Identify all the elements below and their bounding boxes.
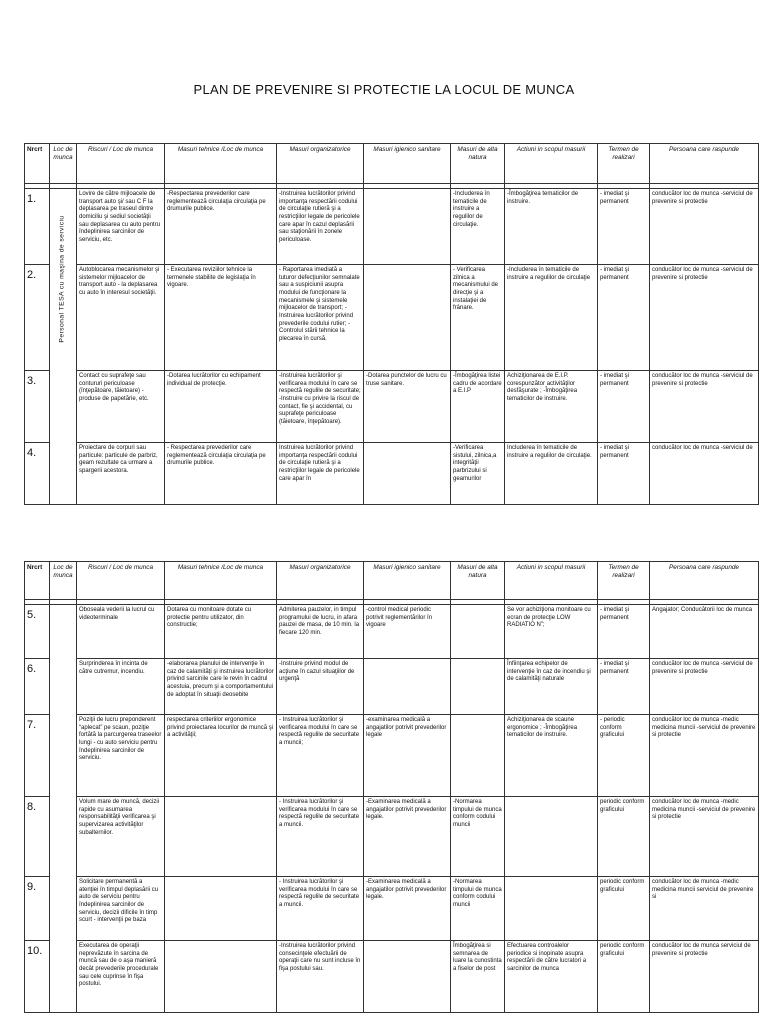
actiuni-cell: Achiziţionarea de scaune ergonomice ; -Îmbogăţirea tematicilor de instruire. [505,715,598,797]
header-tehnice: Masuri tehnice /Loc de munca [165,562,277,600]
termen-cell: periodic conform graficului [598,797,650,877]
header-loc: Loc de munca [50,144,77,184]
actiuni-cell: -Includerea în tematicile de instruire a regulilor de circulaţie [505,265,598,371]
risc-cell: Oboseala vederii la lucrul cu videoterminale [77,605,165,659]
persoana-cell: conducător loc de munca serviciul de prevenire si protectie [650,941,759,1013]
termen-cell: - imediat şi permanent [598,189,650,265]
table-row [25,659,759,715]
org-cell: -Instruirea lucrătorilor privind consecinţele efectuării de operaţii care nu sunt incluse în fişa postului sau. [277,941,364,1013]
risc-cell: Volum mare de muncă, decizii rapide cu asumarea responsabilităţii verificarea şi supervizarea activităţilor subalternilor. [77,797,165,877]
header-persoana: Persoana care raspunde [650,144,759,184]
org-cell: Admiterea pauzelor, in timpul programului de lucru, in afara pauzei de masa, de 10 min. la fiecare 120 min. [277,605,364,659]
risc-cell: Poziţii de lucru preponderent “aplecat” pe scaun, poziţie fortătă la parcurgerea traseelor lungi - cu auto serviciu pentru îndeplinirea sarcinilor de serviciu. [77,715,165,797]
org-cell: - Instruirea lucrătorilor şi verificarea modului în care se respectă regulile de securitate a muncii. [277,877,364,941]
alta-cell [451,659,505,715]
table-row [25,797,759,877]
actiuni-cell: Înfiinţarea echipelor de intervenţie în caz de incendiu şi de calamităţi naturale [505,659,598,715]
tehnice-cell: -Dotarea lucrătorilor cu echipament individual de protecţie. [165,371,277,443]
termen-cell: - imediat şi permanent [598,265,650,371]
header-organizatorice: Masuri organizatorice [277,144,364,184]
tehnice-cell [165,797,277,877]
igien-cell: -Examinarea medicală a angajatilor potrivit prevederilor legale. [364,797,451,877]
page-title: PLAN DE PREVENIRE SI PROTECTIE LA LOCUL DE MUNCA [193,82,575,97]
header-alta-natura: Masuri de alta natura [451,562,505,600]
risc-cell: Executarea de operaţii neprevăzute în sarcina de muncă sau de o aşa manieră decât prevederile procedurale sau cele cuprinse în fişa postului. [77,941,165,1013]
igien-cell: -examinarea medicală a angajatilor potrivit prevederilor legale [364,715,451,797]
row-number: 1. [25,189,50,265]
header-alta-natura: Masuri de alta natura [451,144,505,184]
persoana-cell: conducător loc de munca -serviciul de [650,443,759,505]
header-riscuri: Riscuri / Loc de munca [77,144,165,184]
actiuni-cell: -Îmbogăţirea tematicilor de instruire. [505,189,598,265]
alta-cell: -Includerea în tematicile de instruire a regulilor de circulaţie. [451,189,505,265]
actiuni-cell: Se vor achiziţiona monitoare cu ecran de protecţie LOW RADIATIO N”; [505,605,598,659]
org-cell: Instruirea lucrătorilor privind importanţa respectării codului de circulaţie rutieră şi a restricţiilor legale de pericolele care apar în [277,443,364,505]
header-nrcrt: Nrcrt [25,562,50,600]
table-row [25,715,759,797]
alta-cell: -Îmbogăţirea listei cadru de acordare a E.I.P [451,371,505,443]
actiuni-cell: Includerea în tematicile de instruire a regulilor de circulaţie. [505,443,598,505]
row-number: 2. [25,265,50,371]
persoana-cell: conducător loc de munca -medic medicina muncii -serviciul de prevenire si protectie [650,715,759,797]
plan-table-1 [24,143,759,505]
alta-cell: -Verificarea sistului, zilnica,a integrităţii parbrizului si geamurilor [451,443,505,505]
tehnice-cell: respectarea criteriilor ergonomice privind proiectarea locurilor de muncă şi a activităţii; [165,715,277,797]
tehnice-cell: -Respectarea prevederilor care reglementează circulaţia circulaţia pe drumurile publice. [165,189,277,265]
termen-cell: - imediat şi permanent [598,443,650,505]
actiuni-cell: Efectuarea controalelor periodice si inopinate asupra respectării de către lucratori a sarcinilor de munca [505,941,598,1013]
risc-cell: Autoblocarea mecanismelor şi sistemelor mijloacelor de transport auto - la deplasarea cu auto în interesul societăţii. [77,265,165,371]
header-termen: Termen de realizari [598,562,650,600]
risc-cell: Solicitare permanentă a atenţiei în timpul deplasării cu auto de serviciu pentru îndeplinirea sarcinilor de serviciu, decizii dificile în timp scurt - intervenţii pe baza [77,877,165,941]
row-number: 5. [25,605,50,659]
persoana-cell: conducător loc de munca -serviciul de prevenire si protectie [650,189,759,265]
actiuni-cell [505,877,598,941]
persoana-cell: conducător loc de munca -serviciul de prevenire si protectie [650,371,759,443]
row-number: 4. [25,443,50,505]
risc-cell: Proiectare de corpuri sau particule: particule de parbriz, geam rezultate ca urmare a spargerii acestora. [77,443,165,505]
igien-cell [364,265,451,371]
igien-cell: -control medical periodic potrivit reglementărilor în vigoare [364,605,451,659]
risc-cell: Lovire de către mijloacele de transport auto şi/ sau C F la deplasarea pe traseul dintre domiciliu şi sediul societăţii sau deplasarea cu auto pentru îndeplinirea sarcinilor de serviciu, etc. [77,189,165,265]
row-number: 8. [25,797,50,877]
table-header-row [25,144,759,184]
persoana-cell: conducător loc de munca -medic medicina muncii -serviciul de prevenire si protectie [650,797,759,877]
row-number: 3. [25,371,50,443]
table-header-row [25,562,759,600]
org-cell: -Instruirea lucrătorilor şi verificarea modului în care se respectă regulile de securitate; -Instruire cu privire la riscul de contact, fie şi accidental, cu suprafeţe periculoase (tăietoare, înţepătoare). [277,371,364,443]
table-row [25,877,759,941]
tehnice-cell [165,941,277,1013]
tehnice-cell: Dotarea cu monitoare dotate cu protectie pentru utilizator, din constructie; [165,605,277,659]
loc-de-munca-cell [50,605,77,1013]
termen-cell: - periodic conform graficului [598,715,650,797]
termen-cell: periodic conform graficului [598,877,650,941]
tehnice-cell [165,877,277,941]
row-number: 9. [25,877,50,941]
persoana-cell: conducător loc de munca -medic medicina muncii serviciul de prevenire si [650,877,759,941]
table-row [25,941,759,1013]
table-row [25,443,759,505]
header-actiuni: Actiuni in scopul masurii [505,562,598,600]
termen-cell: - imediat şi permanent [598,605,650,659]
igien-cell: -Dotarea punctelor de lucru cu truse sanitare. [364,371,451,443]
header-loc: Loc de munca [50,562,77,600]
header-igienico: Masuri igienico sanitare [364,562,451,600]
tehnice-cell: -elaborarea planului de intervenţie în caz de calamităţi şi instruirea lucrătorilor privind sarcinile care le revin în cadrul acestuia, precum şi a comportamentului de adoptat în situaţii deosebite [165,659,277,715]
header-organizatorice: Masuri organizatorice [277,562,364,600]
header-tehnice: Masuri tehnice /Loc de munca [165,144,277,184]
row-number: 6. [25,659,50,715]
table-row [25,265,759,371]
igien-cell: -Examinarea medicală a angajatilor potrivit prevederilor legale. [364,877,451,941]
tehnice-cell: - Respectarea prevederilor care reglementează circulaţia circulaţia pe drumurile publice. [165,443,277,505]
tehnice-cell: - Executarea reviziilor tehnice la termenele stabilite de legislaţia în vigoare. [165,265,277,371]
org-cell: -Instruirea lucrătorilor privind importanţa respectării codului de circulaţie rutieră şi a restricţiilor legale de pericolele care apar în cazul deplasării sau staţionării în zonele periculoase. [277,189,364,265]
header-actiuni: Actiuni in scopul masurii [505,144,598,184]
actiuni-cell: Achiziţionarea de E.I.P. corespunzător activităţilor desfăşurate ; -Îmbogăţirea tematicilor de instruire. [505,371,598,443]
header-termen: Termen de realizari [598,144,650,184]
persoana-cell: Angajator; Conducătorii loc de munca [650,605,759,659]
table-row [25,605,759,659]
loc-de-munca-cell [50,189,77,505]
org-cell: -Instruire privind modul de acţiune în cazul situaţiilor de urgenţă [277,659,364,715]
termen-cell: - imediat şi permanent [598,371,650,443]
alta-cell [451,715,505,797]
alta-cell: -Normarea timpului de munca conform codului muncii [451,797,505,877]
igien-cell [364,941,451,1013]
row-number: 10. [25,941,50,1013]
actiuni-cell [505,797,598,877]
row-number: 7. [25,715,50,797]
igien-cell [364,443,451,505]
persoana-cell: conducător loc de munca -serviciul de prevenire si protectie [650,659,759,715]
plan-table-2 [24,561,759,1013]
table-row [25,189,759,265]
header-riscuri: Riscuri / Loc de munca [77,562,165,600]
igien-cell [364,189,451,265]
header-nrcrt: Nrcrt [25,144,50,184]
persoana-cell: conducător loc de munca -serviciul de prevenire si protectie [650,265,759,371]
org-cell: - Raportarea imediată a tuturor defecţiunilor semnalate sau a suspiciunii asupra modului de funcţionare la mecanismele şi sistemele mijloacelor de transport; - Instruirea lucrătorilor privind prevederile codului rutier; - Controlul stării tehnice la plecarea în cursă. [277,265,364,371]
header-persoana: Persoana care raspunde [650,562,759,600]
alta-cell [451,605,505,659]
org-cell: - Instruirea lucrătorilor şi verificarea modului în care se respectă regulile de securitate a muncii; [277,715,364,797]
termen-cell: - imediat şi permanent [598,659,650,715]
table-row [25,371,759,443]
alta-cell: Îmbogăţirea si semnarea de luare la cunostinta a fiselor de post [451,941,505,1013]
termen-cell: periodic conform graficului [598,941,650,1013]
risc-cell: Contact cu suprafeţe sau contururi periculoase (înţepătoare, tăietoare) - produse de papetărie, etc. [77,371,165,443]
alta-cell: -Normarea timpului de munca conform codului muncii [451,877,505,941]
igien-cell [364,659,451,715]
risc-cell: Surprinderea în incinta de către cutremur, incendiu. [77,659,165,715]
alta-cell: - Verificarea zilnica a mecanismului de direcţie şi a instalaţiei de frânare. [451,265,505,371]
loc-label: Personal TESA cu maşina de serviciu [58,215,66,343]
header-igienico: Masuri igienico sanitare [364,144,451,184]
org-cell: - Instruirea lucrătorilor şi verificarea modului în care se respectă regulile de securitate a muncii. [277,797,364,877]
